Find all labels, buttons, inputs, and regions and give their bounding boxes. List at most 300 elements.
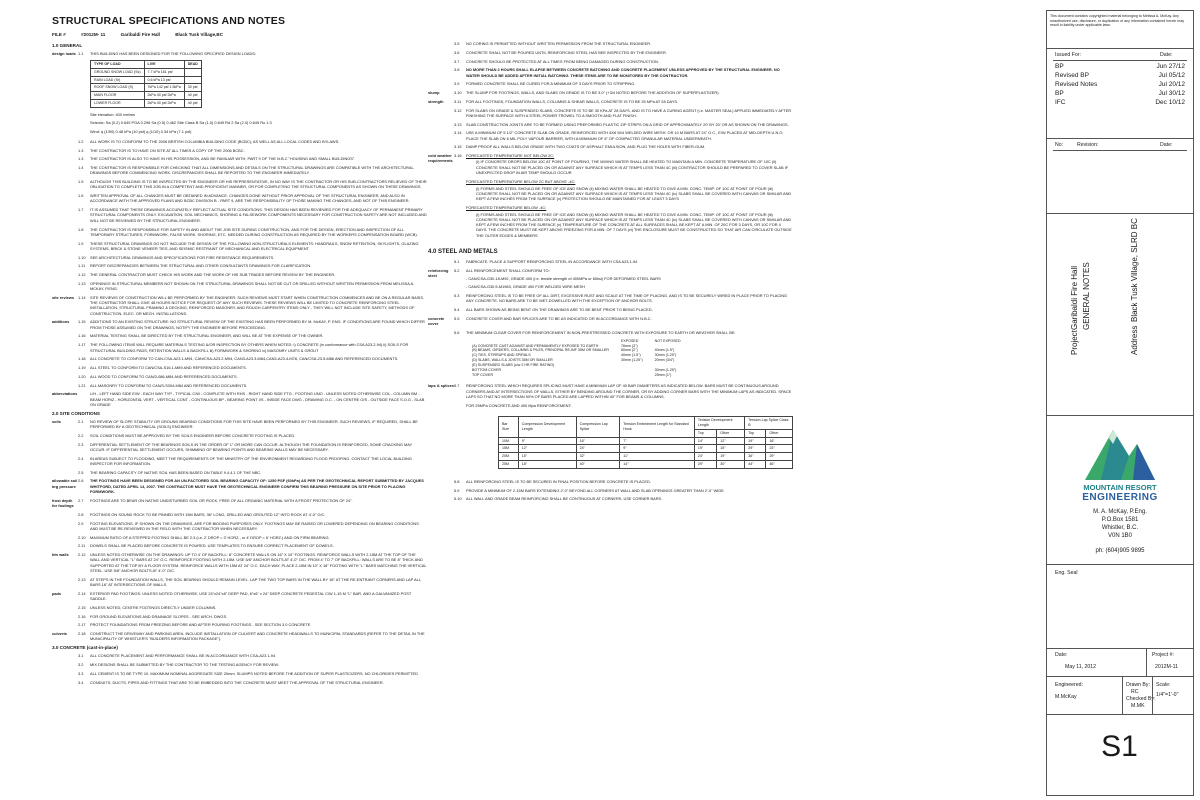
side-label (52, 442, 78, 453)
issue-name: BP (1055, 90, 1064, 97)
note-number: 2.8 (78, 511, 84, 517)
table-cell: 30mm (1.25") (654, 367, 677, 372)
side-label (428, 130, 454, 141)
note-number: 3.5 (454, 41, 460, 46)
note-number: 3.12 (454, 107, 462, 113)
site-notes-list-c (52, 605, 427, 628)
note-row (52, 179, 427, 190)
table-cell: 14" (694, 437, 716, 445)
note-text: REPORT DISCREPANCIES BETWEEN THE STRUCTURAL AND OTHER CONSULTANTS DRAWINGS FOR CLARIFICATION. (90, 263, 312, 269)
note-row (52, 227, 427, 238)
side-label (52, 227, 78, 238)
table-cell: Other (766, 429, 793, 437)
note-text: OPENINGS IN STRUCTURAL MEMBERS NOT SHOWN ON THE STRUCTURAL DRAWINGS SHALL NOT BE CUT OR DRILLED WITHOUT WRITTEN PERMISSION FROM MELISSA A. MCKAY, P.ENG. (90, 280, 415, 292)
note-number: 3.4 (78, 679, 84, 685)
side-label (52, 671, 78, 676)
note-row: 1.20 ALL WOOD TO CONFORM TO CAN/3-086-M84 AND REFERENCED DOCUMENTS. (78, 373, 238, 379)
table-cell: ROOF SNOW LOAD (S) (91, 84, 145, 92)
revision-no-label: No: (1055, 142, 1064, 148)
note-row: fdn walls 2.12 UNLESS NOTED OTHERWISE ON THE DRAWINGS: UP TO 4' OF BACKFILL: 8" CONCRETE WALLS ON 16" X 10" FOOTINGS. REINFORCE WALLS WITH 2-15M AT THE TOP OF THE WALL AND VERTICAL "L" BARS AT 24" O.C. REINFORCE FOOTING WITH 2-15M. USE 5/8" ANCHOR BOLTS AT 4'-0" O/C. FROM 4' TO 7' OF BACKFILL: WALLS ARE TO BE 8" THICK AND SUPPORTED AT THE TOP BY A FLOOR SYSTEM. REINFORCE WALLS WITH 15M AT 24" O.C. EACH WAY. PLACE 2-15M IN 10" X 18" FOOTING WITH "L" BARS MATCHING THE VERTICAL STEEL. USE 5/8" ANCHOR BOLTS AT 4'-0" O/C. (52, 552, 427, 573)
table-cell: Compression Lap Splice (576, 417, 620, 438)
drawn-by-label: Drawn By: (1126, 682, 1150, 688)
note-text: FOR GROUND ELEVATIONS AND DRAINAGE SLOPES - SEE ARCH. DWGS. (90, 613, 228, 619)
note-row (428, 50, 793, 55)
issue-row (1055, 62, 1185, 71)
table-cell: Bar Size (499, 417, 519, 438)
drawn-by: RC (1131, 689, 1139, 695)
table-cell: 30mm (1.25") (621, 358, 643, 363)
eng-seal-label: Eng. Seal (1055, 570, 1078, 576)
note-row: 2.13 AT STEPS IN THE FOUNDATION WALLS, THE SOIL BEARING SHOULD REMAIN LEVEL. LAP THE TWO TOP BARS IN THE WALL BY 16" AT THE RE-ENTRANT CORNERS AND LAP ALL BARS 16" AT INTERSECTIONS OF WALLS. (78, 576, 421, 587)
note-number: 3.15 (454, 144, 462, 150)
table-row (91, 100, 202, 108)
note-number: 3.13 (454, 121, 462, 127)
middle-notes-column: 3.5 NO CORING IS PERMITTED WITHOUT WRITTEN PERMISSION FROM THE STRUCTURAL ENGINEER. 3.6 CONCRETE SHALL NOT BE POURED UNTIL REINFORCING STEEL HAS BEE INSPECTED BY THE ENGINEER. 3.7 CONCRETE SHOULD BE PROTECTED AT ALL TIMES FROM BEING DAMAGED DURING CONSTRUCTION. 3.8 NO MORE THAN 2 HOURS SHALL ELAPSE BETWEEN CONCRETE BATCHING AND CONCRETE PLACEMENT UNLESS APPROVED BY THE STRUCTURAL ENGINEER. NO WATER SHOULD BE ADDED AFTER INITIAL BATCHING. THESE ITEMS ARE TO BE MONITORED BY THE CONTRACTOR. 3.9 FORMED CONCRETE SHALL BE CURED FOR A MINIMUM OF 3 DAYS PRIOR TO STRIPPING. slump 3.10 THE SLUMP FOR FOOTINGS, WALLS, AND SLABS ON GRADE IS TO BE 3.0" (+3/4 NOTED BEFORE THE ADDITION OF SUPERPLASTIZER). strength 3.11 FOR ALL FOOTINGS, FOUNDATION WALLS, COLUMNS & SHEAR WALLS, CONCRETE IS TO BE 25 MPa AT 28 DAYS. 3.12 FOR SLABS ON GRADE & SUSPENDED SLABS, CONCRETE IS TO BE 30 KPa AT 28 DAYS, AND IS TO HAVE A CURING AGENT (i.e. MASTER SEAL) APPLIED IMMEDIATELY AFTER FINISHING THE SURFACE WITH A STEEL POWER TROWEL TO A SMOOTH AND FLAT FINISH. 3.13 SLAB CONSTRUCTION JOINTS ARE TO BE FORMED USING PREFORMED PLASTIC ZIP STRIPS ON A GRID OF APPROXIMATELY 20' BY 20' OR AS SHOWN ON THE DRAWINGS. 3.14 USE A MINIMUM OF 5 1/2" CONCRETE SLAB ON GRADE, REINFORCED WITH 6X6 W/4 WELDED WIRE MESH. OR 10 M BARS AT 24" O.C., E/W PLACED AT MID-DEPTH U.N.O. PLACE THE SLAB ON 6 MIL POLY VAPOUR BARRIER, WITH A MINIMUM OF 6" OF COMPACTED GRANULAR MATERIAL UNDERNEATH. 3.15 DAMP PROOF ALL WALLS BELOW GRADE WITH TWO COATS OF ASPHALT EMULSION, AND PLUG THE HOLES WITH FIBER-GUM. cold weather requirements 3.16 FORECASTED TEMPERATURE NOT BELOW 2C: (i) IF CONCRETE DROPS BELOW 10C AT POINT OF POURING, THE MIXING WATER SHALL BE HEATED TO MAINTAIN A MIN. CONCRETE TEMPERATURE OF 10C (ii) CONCRETE SHALL NOT BE PLACED ON OR AGAINST ANY SURFACE WHICH IS AT TEMPS LESS THAN 4C (iii) CONTRACTOR SHOULD BE PREPARED TO COVER SLAB IF UNEXPECTED DROP IN AIR TEMP SHOULD OCCUR FORECASTED TEMPERATURE BELOW 2C BUT ABOVE -4C: (i) FORMS AND STEEL SHOULD BE FREE OF ICE AND SNOW (ii) MIXING WATER SHALL BE HEATED TO GIVE A MIN. CONC. TEMP. OF 10C AT POINT OF POUR (iii) CONCRETE SHALL NOT BE PLACED ON OR AGAINST ANY SURFACE WHICH IS AT TEMPS LESS THAN 4C (iv) SLABS SHALL BE COVERED WITH CANVAS OR SIMILAR AND KEPT A FEW INCHES FROM THE SURFACE (v) PROTECTION SHOULD BE MAINTAINED FOR AT LEAST 3 DAYS FORECASTED TEMPERATURE BELOW -4C: (i) FORMS AND STEEL SHOULD BE FREE OF ICE AND SNOW (ii) MIXING WATER SHALL BE HEATED TO GIVE A MIN. CONC. TEMP. OF 10C AT POINT OF POUR (iii) CONCRETE SHALL NOT BE PLACED ON OR AGAINST ANY SURFACE WHICH IS AT TEMPS LESS THAN 4C (iv) SLABS SHALL BE COVERED WITH CANVAS OR SIMILAR AND KEPT A FEW INCHES FROM THE SURFACE (v) TEMPERATURE OF THE CONCRETE AT ALL SURFACES SHALL BE KEPT AT A MIN. OF 20C FOR 3 DAYS, OR 10C FOR 4 DAYS. THE CONCRETE MUST BE KEPT ABOVE FREEZING FOR A MIN. OF 7 DAYS (vi) THE ENCLOSURE MUST BE CONSTRUCTED SO THAT AIR CAN CIRCULATE OUTSIDE THE OUTER EDGES & MEMBERS 4.0 STEEL AND METALS 5.1 FABRICATE, PLACE & SUPPORT REINFORCING STEEL IN ACCORDANCE WITH CSA A23.1-94 reinforcing steel 5.2 ALL REINFORCEMENT SHALL CONFORM TO: - CAN/CSA-G30.18-M92, GRADE 400 (i.e. tensile strength of 400MPa or 60ksi) FOR DEFORMED STEEL BARS - CAN/CSA-G30.5-M1983, GRADE 400 FOR WELDED WIRE MESH 5.3 REINFORCING STEEL IS TO BE FREE OF ALL DIRT, EXCESSIVE RUST AND SCALE AT THE TIME OF PLACING, AND IS TO BE SECURELY WIRED IN PLACE PRIOR TO PLACING ANY CONCRETE. NO BARS ARE TO BE WET-DOWELLED WITH THE EXCEPTION OF ANCHOR BOLTS. 5.4 ALL BARS SHOWN AS BEING BENT ON THE DRAWINGS ARE TO BE BENT PRIOR TO BEING PLACED. concrete cover 5.5 CONCRETE COVER AND BAR SPLICES ARE TO BE AS INDICATED OR IN ACCORDANCE WITH N.B.C. 5.6 THE MINIMUM CLEAR COVER FOR REINFORCEMENT IN NON-PRESTRESSED CONCRETE WITH EXPOSURE TO EARTH OR WEATHER SHALL BE: EXPOSED NOT EXPOSED (A) CONCRETE CAST AGAINST AND PERMANENTLY EXPOSED TO EARTH 76mm (3") (B) BEAMS, GIRDERS, COLUMNS & PILES, PRINCIPAL RE-INF 35M OR SMALLER 60mm (2") 40mm (1.5") (C) TIES, STIRRUPS AND SPIRALS 40mm (1.5") 30mm (1.25") (D) SLABS, WALLS & JOISTS 35M OR SMALLER 30mm (1.25") 20mm (3/4") (E) SUSPENDED SLABS (c/w 2 HR FIRE RATING) BOTTOM COVER 30mm (1.25") TOP COVER 25mm (1") laps & splices 5.7 REINFORCING STEEL WHICH REQUIRES SPLICING MUST HAVE A MINIMUM LAP OF 40 BAR DIAMETERS AS INDICATED BELOW. BARS MUST BE CONTINUOUS AROUND CORNERS AND AT INTERSECTIONS OF WALLS, EITHER BY BENDING AROUND THE CORNER, OR BY ADDING CORNER BARS WITH THE MINIMUM LAPS AS INDICATED. SPACE LAPS SO THAT NO MORE THAN 50% OF BARS PLACED ARE LAPPED WITHIN 40" FOR BEAMS & COLUMNS. FOR 25MPa CONCRETE AND 400 Mpa REINFORCEMENT: Bar Size Compression Development Length Compression Lap Splice Tension Embedment Length for Standard Hook Tension Development Length Tension Lap Splice Class B Top Other Top Other 10M 9" 16" 7" 14" 12" 19" 16" 15M 12" 24" 9" 19" 15" 29" 23" 20M 15" 32" 11" 24" 19" 36" 29" 25M 18" 40" 14" 29" 30" 44" 46" 5.8 ALL REINFORCING STEEL IS TO BE SECURED IN FINAL POSITION BEFORE CONCRETE IS PLACED. 5.9 PROVIDE A MINIMUM OF 2-15M BARS EXTENDING 2'-0" BEYOND ALL CORNERS AT WALL AND SLAB OPENINGS GREATER THAN 2'-0" WIDE. 5.10 ALL WALL AND GRADE BEAM REINFORCING SHALL BE CONTINUOUS AT CORNERS. USE CORNER BARS. (428, 41, 792, 502)
side-label (428, 122, 454, 127)
table-cell: LIVE (144, 60, 184, 68)
note-row (52, 241, 427, 252)
table-cell: NOT EXPOSED (654, 338, 681, 343)
table-cell: (B) BEAMS, GIRDERS, COLUMNS & PILES, PRINCIPAL RE-INF 35M OR SMALLER (472, 348, 609, 353)
note-number: 3.9 (454, 81, 460, 87)
table-cell: Tension Development Length (694, 417, 744, 430)
note-text: ALL CONCRETE PLACEMENT AND PERFORMANCE SHALL BE IN ACCORDANCE WITH CSA-A23.1-94 (90, 653, 276, 659)
table-cell: 0.6 kPa 13 psf (144, 76, 184, 84)
table-cell: RAIN LOAD (Sr) (91, 76, 145, 84)
seismic-data: Seismic: Sa (0.2) 0.649 PGA 0.296 Sa (0.5) 0.462 Site Class B Sa (1.0) 0.649 Rd 2 Sa (2.0) 0.649 Ro 1.3 (90, 120, 272, 126)
table-cell: 19" (717, 453, 745, 461)
note-row (52, 263, 427, 268)
side-label (428, 144, 454, 149)
side-label (428, 50, 454, 55)
table-cell: BOTTOM COVER (472, 367, 502, 372)
sheet-number: S1 (1101, 730, 1138, 763)
table-cell: 29" (694, 461, 716, 469)
table-cell: 40" (576, 461, 620, 469)
issue-name: BP (1055, 63, 1064, 70)
note-text: FORMED CONCRETE SHALL BE CURED FOR A MINIMUM OF 3 DAYS PRIOR TO STRIPPING. (466, 81, 636, 87)
table-cell: 40mm (1.5") (654, 348, 675, 353)
note-row (52, 456, 427, 467)
table-cell: 7" (620, 437, 695, 445)
postal-code: V0N 1B0 (1107, 533, 1132, 539)
table-cell: 24" (694, 453, 716, 461)
table-cell: 40mm (1.5") (621, 353, 641, 358)
left-notes-column (52, 41, 427, 688)
side-label (52, 521, 78, 532)
note-number: 2.2 (78, 432, 84, 438)
note-row (52, 653, 427, 658)
project-title: Garibaldi Fire Hall (1070, 265, 1079, 330)
note-number: 1.3 (78, 156, 84, 162)
note-number: 3.7 (454, 58, 460, 64)
table-cell: 24" (576, 445, 620, 453)
note-text: MAXIMUM RATIO OF A STEPPED FOOTING SHALL BE 2:3 (i.e. 2' DROP = 3' HORZ., or 4' DROP = 6' HORZ.) AND ON FIRM BEARING. (90, 534, 330, 540)
note-row (428, 130, 793, 141)
table-cell: 9" (620, 445, 695, 453)
section-heading: 1.0 GENERAL (52, 43, 83, 48)
note-text: UNLESS NOTED, CENTRE FOOTINGS DIRECTLY UNDER COLUMNS. (90, 604, 217, 610)
note-row (52, 671, 427, 676)
side-label: frost depth for footings (52, 497, 74, 509)
table-cell: 30mm (1.25") (654, 353, 677, 358)
side-label (428, 81, 454, 86)
table-cell: TYPE OF LOAD (91, 60, 145, 68)
note-row (52, 193, 427, 204)
project-location: Black Tusk Village,BC (175, 32, 224, 37)
table-row (466, 373, 687, 378)
table-cell (184, 68, 201, 76)
issue-name: Revised BP (1055, 72, 1089, 79)
table-cell: 20M (499, 453, 519, 461)
note-text: NO CORING IS PERMITTED WITHOUT WRITTEN PERMISSION FROM THE STRUCTURAL ENGINEER. (466, 41, 652, 46)
note-number: 2.16 (78, 613, 86, 619)
note-row (52, 433, 427, 438)
table-cell: 2kPa 40 psf 2kPa (144, 100, 184, 108)
note-text: FOOTING ELEVATIONS, IF SHOWN ON THE DRAWINGS, ARE FOR BIDDING PURPOSES ONLY. FOOTINGS MAY BE RAISED OR LOWERED DEPENDING ON BEARING CONDITIONS AND MUST BE RE-REVIEWED IN THE FIELD WITH THE CONTRACTOR WHEN NECESSARY. (90, 520, 419, 531)
note-row (52, 255, 427, 260)
table-cell: (E) SUSPENDED SLABS (c/w 2 HR FIRE RATING) (472, 362, 555, 367)
note-number: 2.1 (78, 418, 84, 424)
note-row (428, 81, 793, 86)
issue-date: Dec 10/12 (1155, 99, 1185, 106)
site-notes-list (52, 419, 427, 475)
note-row: culverts 2.18 CONSTRUCT THE DRIVEWAY AND PARKING AREA, INCLUDE INSTALLATION OF CULVERT AND CONCRETE HEADWALLS TO MUNICIPAL STANDARDS (REFER TO THE DETAIL IN THE MUNICIPALITY OF WHISTLER'S "BUILDERS INFORMATION PACKAGE"). (52, 631, 425, 642)
note-number: 2.3 (78, 441, 84, 447)
table-row (499, 437, 793, 445)
note-text: PROTECT FOUNDATIONS FROM FREEZING BEFORE AND AFTER POURING FOOTINGS - SEE SECTION 3.0 CONCRETE (90, 622, 311, 628)
note-number: 3.8 (454, 67, 460, 73)
note-number: 1.11 (78, 263, 86, 269)
file-number: #2012M- 11 (81, 32, 106, 37)
table-cell: 30" (717, 461, 745, 469)
note-number: 2.5 (78, 469, 84, 475)
note-row: design loads 1.1 THIS BUILDING HAS BEEN DESIGNED FOR THE FOLLOWING SPECIFIED DESIGN LOADS: (52, 51, 427, 56)
issue-row (1055, 89, 1185, 98)
note-number: 1.6 (78, 193, 84, 199)
side-label (52, 543, 78, 548)
file-label: FILE # (52, 32, 66, 37)
note-row (52, 512, 427, 517)
wind-data: Wind: q (1/50) 0.48 kPa (10 psf) q (1/10) 0.34 kPa (7.1 psf) (90, 128, 192, 134)
note-row (52, 622, 427, 627)
note-text: FOR ALL FOOTINGS, FOUNDATION WALLS, COLUMNS & SHEAR WALLS, CONCRETE IS TO BE 25 MPa AT 28 DAYS. (466, 98, 679, 104)
note-row (428, 122, 793, 127)
side-label (52, 272, 78, 277)
table-cell: Other (717, 429, 745, 437)
note-number: 2.10 (78, 534, 86, 540)
issue-name: Revised Notes (1055, 81, 1098, 88)
issue-date: Jul 20/12 (1158, 81, 1185, 88)
note-text: IN AREAS SUBJECT TO FLOODING, MEET THE REQUIREMENTS OF THE MINISTRY OF THE ENVIRONMENT REGARDING FLOOD PROOFING. CONTACT THE LOCAL BUILDING INSPECTOR FOR INFORMATION. (90, 455, 412, 466)
note-row: 1.21 ALL MASONRY TO CONFORM TO CAN/3-S304-M84 AND REFERENCED DOCUMENTS. (78, 382, 248, 388)
section-heading: 2.0 SITE CONDITIONS (52, 410, 100, 416)
note-text: THESE STRUCTURAL DRAWINGS DO NOT INCLUDE THE DESIGN OF THE FOLLOWING NON-STRUCTURALS ELEMENTS: HANDRAILS, SNOW RETENTION, SKYLIGHTS, GLAZING SYSTEMS, BRICK & STONE VENEER TIES, AND SEISMIC RESTRAINT OF MECHANICAL AND ELECTRICAL EQUIPMENT. (90, 240, 419, 251)
table-cell: 18" (518, 461, 576, 469)
side-label (52, 614, 78, 619)
table-cell: 15M (499, 445, 519, 453)
project-number-label: Project #: (1152, 652, 1174, 658)
issue-row (1055, 71, 1185, 80)
table-cell: 9" (518, 437, 576, 445)
table-cell: DEAD (184, 60, 201, 68)
note-text: SLAB CONSTRUCTION JOINTS ARE TO BE FORMED USING PREFORMED PLASTIC ZIP STRIPS ON A GRID OF APPROXIMATELY 20' BY 20' OR AS SHOWN ON THE DRAWINGS. (466, 121, 789, 127)
note-row (52, 139, 427, 144)
note-row (52, 281, 427, 292)
note-text: DIFFERENTIAL SETTLEMENT OF THE BEARINGS SOILS IN THE ORDER OF 1" OR MORE CAN OCCUR. ALTHOUGH THE FOUNDATION IS REINFORCED, SOME CRACKING MAY OCCUR. IF DIFFERENTIAL SETTLEMENT OCCURS, SHIMMING OF BEARING POINTS AND BEARING WALLS MAY BE NECESSARY. (90, 441, 413, 452)
table-cell: 29" (766, 453, 793, 461)
note-text: THE CONTRACTOR IS RESPONSIBLE FOR SAFETY IN AND ABOUT THE JOB SITE DURING CONSTRUCTION, AND FOR THE DESIGN, ERECTION AND INSPECTION OF ALL TEMPORARY STRUCTURES, FORMWORK, FALSE WORK, SHORING, ETC. NEEDED DURING CONSTRUCTION AS REQUIRED BY THE WORKERS COMPENSATION BOARD (WCB). (90, 226, 418, 237)
note-row (52, 419, 427, 430)
note-row (428, 67, 793, 78)
note-row (428, 99, 793, 104)
table-cell: Tension Lap Splice Class B (745, 417, 793, 430)
project-name: Garibaldi Fire Hall (120, 32, 160, 37)
side-label (52, 263, 78, 268)
table-cell: 19" (745, 437, 766, 445)
table-cell: EXPOSED (621, 338, 639, 343)
concrete-notes-list-cont (428, 41, 793, 150)
note-number: 1.4 (78, 165, 84, 171)
note-row: 1.17 THE FOLLOWING ITEMS WILL REQUIRE MATERIALS TESTING &/OR INSPECTION BY OTHERS WHEN NOTED: i) CONCRETE (in conformance with CSA A23.2-94) ii) SOILS FOR STRUCTURAL BUILDING PADS, RETENTION WALLS & BACKFILL iii) FORMWORK & SHORING iv) MASONRY UNITS & GROUT (78, 342, 409, 353)
project-address: Black Tusk Village, SLRD BC (1130, 218, 1139, 322)
note-text: FOR SLABS ON GRADE & SUSPENDED SLABS, CONCRETE IS TO BE 30 KPa AT 28 DAYS, AND IS TO HAVE A CURING AGENT (i.e. MASTER SEAL) APPLIED IMMEDIATELY AFTER FINISHING THE SURFACE WITH A STEEL POWER TROWEL TO A SMOOTH AND FLAT FINISH. (466, 107, 792, 118)
issue-date: Jul 05/12 (1158, 72, 1185, 79)
note-text: NO MORE THAN 2 HOURS SHALL ELAPSE BETWEEN CONCRETE BATCHING AND CONCRETE PLACEMENT UNLESS APPROVED BY THE STRUCTURAL ENGINEER. NO WATER SHOULD BE ADDED AFTER INITIAL BATCHING. THESE ITEMS ARE TO BE MONITORED BY THE CONTRACTOR. (466, 67, 780, 78)
table-row (91, 76, 202, 84)
side-label (428, 41, 454, 46)
note-text: THE GENERAL CONTRACTOR MUST CHECK HIS WORK AND THE WORK OF HIS SUB TRADES BEFORE REVIEW BY THE ENGINEER. (90, 272, 336, 278)
side-label: design loads (52, 51, 76, 57)
note-row (428, 90, 793, 95)
table-cell: 20mm (3/4") (654, 358, 675, 363)
note-row (428, 41, 793, 46)
note-row (52, 156, 427, 161)
site-elevation: Site elevation: 400 metres (90, 112, 135, 118)
note-number: 3.10 (454, 90, 462, 96)
table-cell: (A) CONCRETE CAST AGAINST AND PERMANENTLY EXPOSED TO EARTH (472, 343, 599, 348)
table-row (91, 60, 202, 68)
table-cell: TOP COVER (472, 372, 494, 377)
table-cell: 7kPa 142 psf 1.5kPa (144, 84, 184, 92)
table-cell: MAIN FLOOR (91, 92, 145, 100)
note-row (52, 272, 427, 277)
issue-date: Jul 30/12 (1158, 90, 1185, 97)
engineer-name: M. A. McKay, P.Eng. (1093, 509, 1147, 515)
note-number: 2.11 (78, 543, 86, 549)
note-row (52, 442, 427, 453)
cold-weather-notes: cold weather requirements 3.16 FORECASTED TEMPERATURE NOT BELOW 2C: (i) IF CONCRETE DROPS BELOW 10C AT POINT OF POURING, THE MIXING WATER SHALL BE HEATED TO MAINTAIN A MIN. CONCRETE TEMPERATURE OF 10C (ii) CONCRETE SHALL NOT BE PLACED ON OR AGAINST ANY SURFACE WHICH IS AT TEMPS LESS THAN 4C (iii) CONTRACTOR SHOULD BE PREPARED TO COVER SLAB IF UNEXPECTED DROP IN AIR TEMP SHOULD OCCUR FORECASTED TEMPERATURE BELOW 2C BUT ABOVE -4C: (i) FORMS AND STEEL SHOULD BE FREE OF ICE AND SNOW (ii) MIXING WATER SHALL BE HEATED TO GIVE A MIN. CONC. TEMP. OF 10C AT POINT OF POUR (iii) CONCRETE SHALL NOT BE PLACED ON OR AGAINST ANY SURFACE WHICH IS AT TEMPS LESS THAN 4C (iv) SLABS SHALL BE COVERED WITH CANVAS OR SIMILAR AND KEPT A FEW INCHES FROM THE SURFACE (v) PROTECTION SHOULD BE MAINTAINED FOR AT LEAST 3 DAYS FORECASTED TEMPERATURE BELOW -4C: (i) FORMS AND STEEL SHOULD BE FREE OF ICE AND SNOW (ii) MIXING WATER SHALL BE HEATED TO GIVE A MIN. CONC. TEMP. OF 10C AT POINT OF POUR (iii) CONCRETE SHALL NOT BE PLACED ON OR AGAINST ANY SURFACE WHICH IS AT TEMPS LESS THAN 4C (iv) SLABS SHALL BE COVERED WITH CANVAS OR SIMILAR AND KEPT A FEW INCHES FROM THE SURFACE (v) TEMPERATURE OF THE CONCRETE AT ALL SURFACES SHALL BE KEPT AT A MIN. OF 20C FOR 3 DAYS, OR 10C FOR 4 DAYS. THE CONCRETE MUST BE KEPT ABOVE FREEZING FOR A MIN. OF 7 DAYS (vi) THE ENCLOSURE MUST BE CONSTRUCTED SO THAT AIR CAN CIRCULATE OUTSIDE THE OUTER EDGES & MEMBERS (428, 153, 792, 238)
abbreviations: abbreviations L/H - LEFT HAND SIDE E/W - EACH WAY TYP - TYPICAL C/W - COMPLETE WITH RHS - RIGHT HAND SIDE FTG - FOOTING UNO - UNLESS NOTED OTHERWISE COL - COLUMN BM - BEAM HORIZ - HORIZONTAL VERT - VERTICAL CONT - CONTINUOUS BP - BEARING POINT I/S - INSIDE FACE DWG - DRAWING O.C. - ON CENTRE O/S - OUTSIDE FACE S.O.G - SLAB ON GRADE (52, 391, 425, 407)
revision-label: Revision: (1077, 142, 1099, 148)
note-number: 1.3 (78, 147, 84, 153)
note-number: 1.8 (78, 226, 84, 232)
file-line (52, 32, 237, 37)
note-text: ALL CEMENT IS TO BE TYPE 10. MAXIMUM NOMINAL AGGREGATE SIZE 20mm. SLUMPS NOTED BEFORE THE ADDITION OF SUPER PLASTICIZERS. NO CHLORIDES PERMITTED (90, 670, 418, 676)
side-label (428, 67, 454, 78)
side-label (52, 653, 78, 658)
note-number: 3.6 (454, 49, 460, 55)
issue-date-label: Date: (1160, 52, 1173, 58)
note-text: THE CONTRACTOR IS RESPONSIBLE FOR CHECKING THAT ALL DIMENSIONS AND DETAILS ON THE STRUCTURAL DRAWINGS ARE COMPATIBLE WITH THE ARCHITECTURAL DRAWINGS BEFORE COMMENCING WORK. DISCREPANCIES SHALL BE REPORTED TO THE ENGINEER IMMEDIATELY. (90, 165, 414, 176)
note-row (428, 108, 793, 119)
note-row: 1.18 ALL CONCRETE TO CONFORM TO CAN-CSA-A23.1-M94, CAN/CSA-A23.2-M94, CAN3-A23.3-M84,CAN3-A23.4-M78, CAN/CSA-23.5-M86 AND REFERENCED DOCUMENTS. (78, 356, 399, 362)
note-row: allowable soil brg pressure 2.6 THE FOOTINGS HAVE BEEN DESIGNED FOR AN UN-FACTORED SOIL BEARING CAPACITY OF: 1250 PSF (60kPa) AS PER THE GEOTECHNICAL REPORT SUBMITTED BY JACQUES WHITFORD, DATED APRIL 14, 2007. THE CONTRACTOR MUST HAVE THE GEOTECHNICAL ENGINEER CONFIRM THIS BEARING PRESSURE ON SITE PRIOR TO PLACING FORMWORK. (52, 478, 424, 494)
table-cell: 14" (620, 461, 695, 469)
side-label (52, 512, 78, 517)
note-text: NO REVIEW OF SLOPE STABILITY OR GROUND BEARING CONDITIONS FOR THIS SITE HAVE BEEN PERFORMED BY THIS ENGINEER. SUCH REVIEWS, IF REQUIRED, SHALL BE PERFORMED BY A GEOTECHNICAL (SOILS) ENGINEER. (90, 418, 418, 430)
table-cell: 60mm (2") (621, 348, 638, 353)
note-row (52, 521, 427, 532)
note-text: SOIL CONDITIONS MUST BE APPROVED BY THE SOILS ENGINEER BEFORE CONCRETE FOOTING IS PLACED. (90, 432, 296, 438)
side-label (52, 433, 78, 438)
note-row (428, 144, 793, 149)
table-cell: 44" (745, 461, 766, 469)
note-number: 2.15 (78, 604, 86, 610)
note-text: FOOTINGS ARE TO BEAR ON NATIVE UNDISTURBED SOIL OR ROCK, FREE OF ALL ORGANIC MATERIAL WITH A FROST PROTECTION OF 24". (90, 497, 353, 503)
engineered-by: M.McKay (1055, 694, 1077, 700)
side-label (52, 622, 78, 627)
table-row (499, 445, 793, 453)
note-row (428, 59, 793, 64)
table-cell: 19" (694, 445, 716, 453)
note-text: IT IS ASSUMED THAT THESE DRAWINGS ACCURATELY REFLECT ACTUAL SITE CONDITIONS. THIS DESIGN HAS BEEN REVIEWED FOR THE ADEQUACY OF PERMANENT PRIMARY STRUCTURAL COMPONENTS ONLY. EXCAVATION, SOIL MECHANICS, SHORING & FALSEWORK COMPONENTS NECESSARY FOR CONSTRUCTION SAFETY ARE NOT INCLUDED AND WILL NOT BE REVIEWED BY THE STRUCTURAL ENGINEER. (90, 207, 427, 223)
note-row: 1.19 ALL STEEL TO CONFORM TO CAN/CSA-S16.1-M89 AND REFERENCED DOCUMENTS. (78, 365, 247, 371)
table-row (91, 84, 202, 92)
note-number: 1.12 (78, 272, 86, 278)
table-row (91, 92, 202, 100)
note-number: 1.13 (78, 280, 86, 286)
copyright-notice: This document contains copyrighted material belonging to Melissa A. McKay. Any unauthorized use, disclosure, or duplication of any information contained herein may result in liability under applicable laws. (1050, 14, 1185, 28)
design-loads-table (90, 60, 427, 108)
site-notes-list-b (52, 498, 427, 549)
note-text: CONCRETE SHOULD BE PROTECTED AT ALL TIMES FROM BEING DAMAGED DURING CONSTRUCTION. (466, 58, 659, 64)
table-cell: 25M (499, 461, 519, 469)
side-label (52, 165, 78, 176)
note-text: WRITTEN APPROVAL OF ALL CHANGES MUST BE OBTAINED IN ADVANCE. CHANGES DONE WITHOUT PRIOR APPROVAL OF THE STRUCTURAL ENGINEER, AND ALSO IN ACCORDANCE WITH THE APPROVED PLANS AND BCBC DIVISION B - PART 9, ARE THE RESPONSIBILITY OF THOSE MAKING THE CHANGES, AND NOT OF THIS ENGINEER. (90, 193, 410, 204)
checked-by: M.MK (1131, 703, 1145, 709)
company-name-line1: MOUNTAIN RESORT (1083, 483, 1157, 492)
project-number: 2012M-11 (1155, 664, 1178, 670)
concrete-cover-table (466, 339, 793, 378)
city: Whistler, B.C. (1101, 525, 1139, 531)
date-label: Date: (1055, 652, 1068, 658)
note-row (52, 207, 427, 223)
note-row: pads 2.14 EXTERIOR PAD FOOTINGS: UNLESS NOTED OTHERWISE, USE 24"x24"x8" DEEP PAD, 6"x6" x 24" DEEP CONCRETE PEDESTAL C/W 1-15 M "L" BAR, AND A GALVANIZED POST SADDLE. (52, 590, 412, 601)
side-label (52, 605, 78, 610)
note-number: 3.11 (454, 98, 462, 104)
table-cell: LOWER FLOOR (91, 100, 145, 108)
table-cell: Tension Embedment Length for Standard Hook (620, 417, 695, 438)
section-heading: 4.0 STEEL AND METALS (428, 248, 498, 255)
note-text: THE CONTRACTOR IS ALSO TO HAVE IN HIS POSSESSION, AND BE FAMILIAR WITH, PART 9 OF THE N.B.C "HOUSING AND SMALL BUILDINGS". (90, 156, 356, 162)
note-row: site reviews 1.14 SITE REVIEWS OF CONSTRUCTION WILL BE PERFORMED BY THE ENGINEER. SUCH REVIEWS MUST START WHEN CONSTRUCTION COMMENCES AND BE ON A REGULAR BASIS. THE CONTRACTOR SHALL GIVE 48 HOURS NOTICE FOR REQUEST OF ANY SUCH REVIEWS. THESE REVIEWS WILL BE LIMITED TO CONCRETE REINFORCING STEEL INSTALLATION, STRUCTURAL FRAMING & DECKING, REINFORCED MASONRY, AND ROUGH CARPENTRY ITEMS ONLY - THEY WILL NOT INCLUDE SITE SAFETY, METHODS OF CONSTRUCTION, ELEC. OR MECH. INSTALLATIONS. (52, 294, 425, 316)
table-cell: 23" (766, 445, 793, 453)
table-cell: 25mm (1") (654, 372, 672, 377)
drawing-title: GENERAL NOTES (1082, 262, 1091, 330)
checked-by-label: Checked By: (1126, 696, 1156, 702)
side-label (428, 108, 454, 119)
table-cell: 7.7 kPa 161 psf (144, 68, 184, 76)
revision-date-label: Date: (1160, 142, 1173, 148)
side-label (52, 207, 78, 223)
side-label (52, 193, 78, 204)
note-row (52, 680, 427, 685)
note-text: THE CONTRACTOR IS TO HAVE ON SITE AT ALL TIMES A COPY OF THE 2006 BCBC. (90, 147, 245, 153)
note-row (52, 165, 427, 176)
note-number: 2.4 (78, 455, 84, 461)
table-cell: 15" (518, 453, 576, 461)
note-number: 2.9 (78, 520, 84, 526)
side-label (52, 680, 78, 685)
note-text: USE A MINIMUM OF 5 1/2" CONCRETE SLAB ON GRADE, REINFORCED WITH 6X6 W/4 WELDED WIRE MESH. OR 10 M BARS AT 24" O.C., E/W PLACED AT MID-DEPTH U.N.O. PLACE THE SLAB ON 6 MIL POLY VAPOUR BARRIER, WITH A MINIMUM OF 6" OF COMPACTED GRANULAR MATERIAL UNDERNEATH. (466, 130, 784, 141)
note-number: 2.17 (78, 622, 86, 628)
side-label (52, 179, 78, 190)
note-text: ALL WORK IS TO CONFORM TO THE 2006 BRITISH COLUMBIA BUILDING CODE (BCBC), AS WELL AS ALL LOCAL CODES AND BYLAWS. (90, 138, 340, 144)
side-label (428, 59, 454, 64)
table-cell: 30 psf (184, 84, 201, 92)
side-label (52, 156, 78, 161)
note-text: THE BEARING CAPACITY OF NATIVE SOIL HAS BEEN BASED ON TABLE 9.4.4.1 OF THE NBC. (90, 469, 262, 475)
table-row (499, 461, 793, 469)
lap-splice-table (498, 416, 793, 469)
side-label (52, 535, 78, 540)
table-cell: 11" (620, 453, 695, 461)
table-cell: Top (694, 429, 716, 437)
general-notes-list (52, 139, 427, 292)
table-cell (184, 76, 201, 84)
issues-list (1055, 62, 1185, 107)
side-label: soils (52, 418, 61, 424)
table-cell: 29" (745, 445, 766, 453)
table-cell: 2kPa 40 psf 2kPa (144, 92, 184, 100)
address-label: Address (1130, 325, 1139, 355)
table-cell: 32" (576, 453, 620, 461)
note-text: DAMP PROOF ALL WALLS BELOW GRADE WITH TWO COATS OF ASPHALT EMULSION, AND PLUG THE HOLES WITH FIBER-GUM. (466, 144, 706, 150)
note-row (52, 535, 427, 540)
issue-row (1055, 80, 1185, 89)
engineered-label: Engineered: (1055, 682, 1083, 688)
note-text: CONDUITS, DUCTS, PIPES AND FITTINGS THAT ARE TO BE EMBEDDED INTO THE CONCRETE MUST MEET THE APPROVAL OF THE STRUCTURAL ENGINEER. (90, 679, 384, 685)
note-text: CONCRETE SHALL NOT BE POURED UNTIL REINFORCING STEEL HAS BEE INSPECTED BY THE ENGINEER. (466, 49, 667, 55)
table-cell: Top (745, 429, 766, 437)
note-text: ALTHOUGH THIS BUILDING IS TO BE INSPECTED BY THE ENGINEER OR HIS REPRESENTATIVE, IN NO WAY IS THE CONTRACTOR OR HIS SUB-CONTRACTORS RELIEVED OF THEIR OBLIGATION TO COMPLETE THIS JOB IN A COMPETENT AND PROFICIENT MANNER, OR FOR COMPLETING THE STRUCTURAL COMPONENTS AS SHOWN ON THESE DRAWINGS. (90, 179, 427, 190)
note-text: FOOTINGS ON SOUND ROCK TO BE PINNED WITH 15M BARS, 36" LONG, DRILLED AND GROUTED 12" INTO ROCK AT 4'-0" O/C. (90, 511, 326, 517)
table-row (499, 453, 793, 461)
note-text: SEE ARCHITECTURAL DRAWINGS AND SPECIFICATIONS FOR FIRE RESISTANCE REQUIREMENTS. (90, 254, 275, 260)
note-row (52, 543, 427, 548)
note-number: 1.2 (78, 138, 84, 144)
table-cell: 40 psf (184, 100, 201, 108)
note-number: 1.5 (78, 179, 84, 185)
mountain-logo-icon (1085, 422, 1155, 480)
issue-name: IFC (1055, 99, 1066, 106)
note-row (52, 148, 427, 153)
table-cell: 36" (745, 453, 766, 461)
issued-for-label: Issued For: (1055, 52, 1081, 58)
table-cell: 76mm (3") (621, 343, 638, 348)
table-cell: 46" (766, 461, 793, 469)
table-cell: (C) TIES, STIRRUPS AND SPIRALS (472, 353, 531, 358)
note-text: THE SLUMP FOR FOOTINGS, WALLS, AND SLABS ON GRADE IS TO BE 3.0" (+3/4 NOTED BEFORE THE ADDITION OF SUPERPLASTIZER). (466, 90, 720, 96)
scale-label: Scale: (1156, 682, 1171, 688)
note-number: 1.7 (78, 207, 84, 213)
note-text: DOWELS SHALL BE PLACED BEFORE CONCRETE IS POURED. USE TEMPLATES TO ENSURE CORRECT PLACEMENT OF DOWELS. (90, 543, 334, 549)
po-box: P.O.Box 1581 (1101, 517, 1139, 523)
table-row (499, 417, 793, 430)
section-heading: 3.0 CONCRETE (cast-in-place) (52, 645, 118, 651)
table-cell: 10M (499, 437, 519, 445)
